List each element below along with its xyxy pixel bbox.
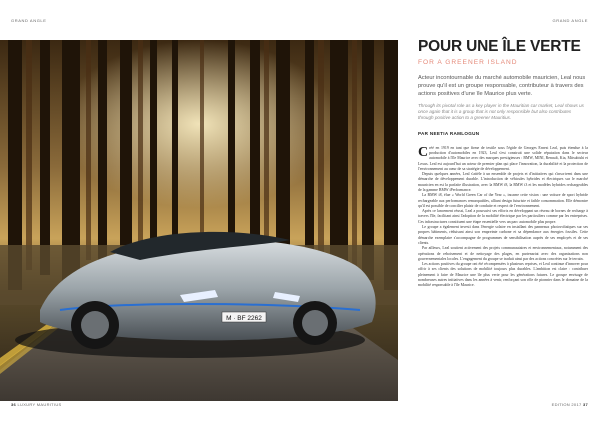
footer-right — [552, 402, 588, 407]
paragraph: Après ce lancement réussi, Leal a poursuivi ses efforts en développant un réseau de bornes de recharge à travers l'île, facilitant ainsi l'adoption de la mobilité électrique par les particuliers comme par les entreprises. Ces infrastructures constituent une étape essentielle vers un parc automobile plus propre. — [418, 209, 588, 224]
paragraph: La BMW i8, élue « World Green Car of the Year », incarne cette vision : une voiture de sport hybride rechargeable aux performances remarquables, alliant design futuriste et faible consommation. Elle démontre qu'il est possible de concilier plaisir de conduite et respect de l'environnement. — [418, 193, 588, 208]
edition-label: EDITION 2017 — [551, 402, 582, 407]
paragraph: Les actions positives du groupe ont été récompensées à plusieurs reprises, et Leal continue d'innover pour offrir à ses clients des solutions de mobilité toujours plus durables. L'ambition est claire : contribuer pleinement à faire de Maurice une île plus verte pour les générations futures. Le groupe envisage de nombreuses autres initiatives dans les années à venir, renforçant son rôle de pionnier dans le domaine de la mobilité responsable à l'île Maurice. — [418, 262, 588, 288]
car-photo — [0, 40, 398, 401]
magazine-title: LUXURY MAURITIUS — [17, 402, 62, 407]
paragraph: Le groupe a également investi dans l'énergie solaire en installant des panneaux photovoltaïques sur ses propres bâtiments, réduisant ainsi son empreinte carbone et sa dépendance aux énergies fossiles. Cette démarche exemplaire s'accompagne de programmes de sensibilisation auprès de ses employés et de ses clients. — [418, 225, 588, 245]
paragraph: Par ailleurs, Leal soutient activement des projets communautaires et environnementaux, notamment des opérations de reboisement et de nettoyage des plages, en partenariat avec des organisations non gouvernementales locales. L'engagement du groupe se traduit ainsi par des actions concrètes sur le terrain. — [418, 246, 588, 261]
byline: PAR NEETIA RAMLOGUN — [418, 130, 480, 136]
license-plate: M · BF 2262 — [226, 315, 262, 322]
paragraph: Depuis quelques années, Leal s'attèle à un ensemble de projets et d'initiatives qui s'inscrivent dans une démarche de développement durable. L'introduction de véhicules hybrides et électriques sur le marché mauricien en est la parfaite illustration, avec la BMW i8, la BMW i3 et les modèles hybrides rechargeables de la gamme BMW iPerformance. — [418, 172, 588, 192]
footer-left — [11, 402, 61, 407]
headline: POUR UNE ÎLE VERTE — [418, 38, 581, 55]
bmw-i8-forest-image — [0, 40, 398, 401]
running-head-left: GRAND ANGLE — [11, 18, 47, 23]
running-head-right: GRAND ANGLE — [552, 18, 588, 23]
article-body — [418, 146, 588, 377]
drop-cap: C — [418, 145, 429, 160]
lead-english: Through its pivotal role as a key player in the Mauritian car market, Leal shows us once again that it is a group that is not only responsible but also contributes through positive action to a greener Mauritius. — [418, 102, 584, 121]
subhead: FOR A GREENER ISLAND — [418, 59, 518, 66]
lead-french: Acteur incontournable du marché automobile mauricien, Leal nous prouve qu'il est un groupe responsable, contributeur à travers des actions positives d'une île Maurice plus verte. — [418, 75, 586, 97]
page-number-right: 37 — [582, 402, 588, 407]
paragraph: Créé en 1919 en tant que firme de textile sous l'égide de Georges Ernest Leal, puis étendue à la production d'automobiles en 1923, Leal s'est construit une solide réputation dans le secteur automobile à l'île Maurice avec des marques prestigieuses : BMW, MINI, Renault, Kia, Mitsubishi et Lexus. Leal est aujourd'hui un acteur de premier plan qui place l'innovation, la durabilité et la protection de l'environnement au cœur de sa stratégie de développement. — [418, 145, 588, 171]
article-column — [418, 38, 588, 377]
page-number-left: 36 — [11, 402, 17, 407]
